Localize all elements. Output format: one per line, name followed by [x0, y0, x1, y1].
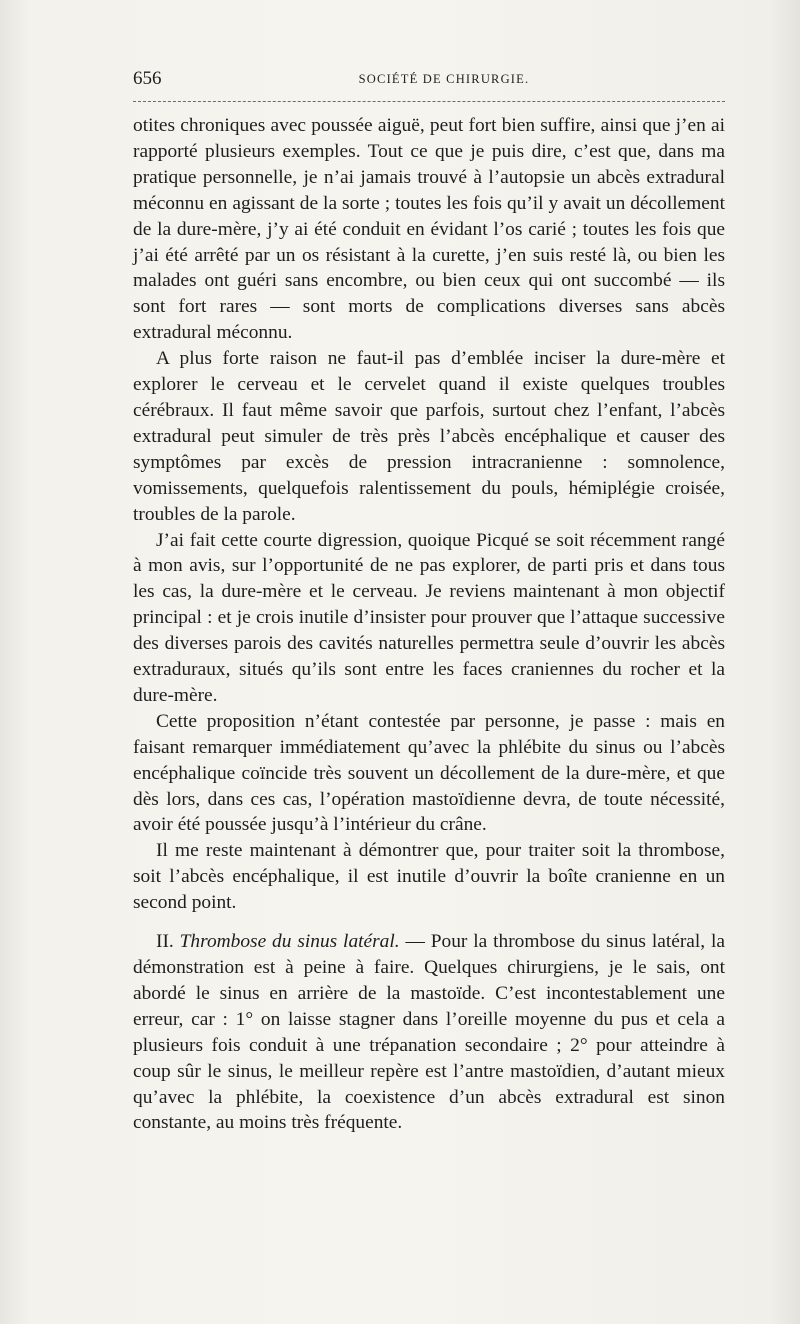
- page-number: 656: [133, 68, 162, 89]
- section-title: Thrombose du sinus latéral.: [179, 931, 400, 953]
- section-number: II.: [156, 931, 174, 953]
- paragraph-1: otites chroniques avec poussée aiguë, peut fort bien suffire, ainsi que j’en ai rapporté plusieurs exemples. Tout ce que je puis dire, c’est que, dans ma pratique personnelle, je n’ai jamais trouvé à l’autopsie un abcès extradural méconnu en agissant de la sorte ; toutes les fois qu’il y avait un décollement de la dure-mère, j’y ai été conduit en évidant l’os carié ; toutes les fois que j’ai été arrêté par un os résistant à la curette, j’en suis resté là, ou bien les malades ont guéri sans encombre, ou bien ceux qui ont succombé — ils sont fort rares — sont morts de complications diverses sans abcès extradural méconnu.: [133, 115, 725, 344]
- header-rule: [133, 101, 725, 102]
- page-header: [133, 68, 725, 92]
- paragraph-5: Il me reste maintenant à démontrer que, pour traiter soit la thrombose, soit l’abcès encéphalique, il est inutile d’ouvrir la boîte cranienne en un second point.: [133, 840, 725, 914]
- paragraph-2: A plus forte raison ne faut-il pas d’emblée inciser la dure-mère et explorer le cerveau et le cervelet quand il existe quelques troubles cérébraux. Il faut même savoir que parfois, surtout chez l’enfant, l’abcès extradural peut simuler de très près l’abcès encéphalique et causer des symptômes par excès de pression intracranienne : somnolence, vomissements, quelquefois ralentissement du pouls, hémiplégie croisée, troubles de la parole.: [133, 348, 725, 525]
- section-paragraph: [133, 929, 725, 1136]
- section-text: — Pour la thrombose du sinus latéral, la démonstration est à peine à faire. Quelques chirurgiens, je le sais, ont abordé le sinus en arrière de la mastoïde. C’est incontestablement une erreur, car : 1° on laisse stagner dans l’oreille moyenne du pus et cela a plusieurs fois conduit à une trépanation secondaire ; 2° pour atteindre à coup sûr le sinus, le meilleur repère est l’antre mastoïdien, d’autant mieux qu’avec la phlébite, la coexistence d’un abcès extradural est sinon constante, au moins très fréquente.: [133, 931, 726, 1134]
- paragraph-3: J’ai fait cette courte digression, quoique Picqué se soit récemment rangé à mon avis, sur l’opportunité de ne pas explorer, de parti pris et dans tous les cas, la dure-mère et le cerveau. Je reviens maintenant à mon objectif principal : et je crois inutile d’insister pour prouver que l’attaque successive des diverses parois des cavités naturelles permettra seule d’ouvrir les abcès extraduraux, situés qu’ils sont entre les faces craniennes du rocher et la dure-mère.: [133, 529, 725, 706]
- running-head: SOCIÉTÉ DE CHIRURGIE.: [358, 72, 530, 86]
- body-text: [133, 113, 725, 1136]
- paragraph-4: Cette proposition n’étant contestée par personne, je passe : mais en faisant remarquer immédiatement qu’avec la phlébite du sinus ou l’abcès encéphalique coïncide très souvent un décollement de la dure-mère, et que dès lors, dans ces cas, l’opération mastoïdienne devra, de toute nécessité, avoir été poussée jusqu’à l’intérieur du crâne.: [133, 710, 725, 836]
